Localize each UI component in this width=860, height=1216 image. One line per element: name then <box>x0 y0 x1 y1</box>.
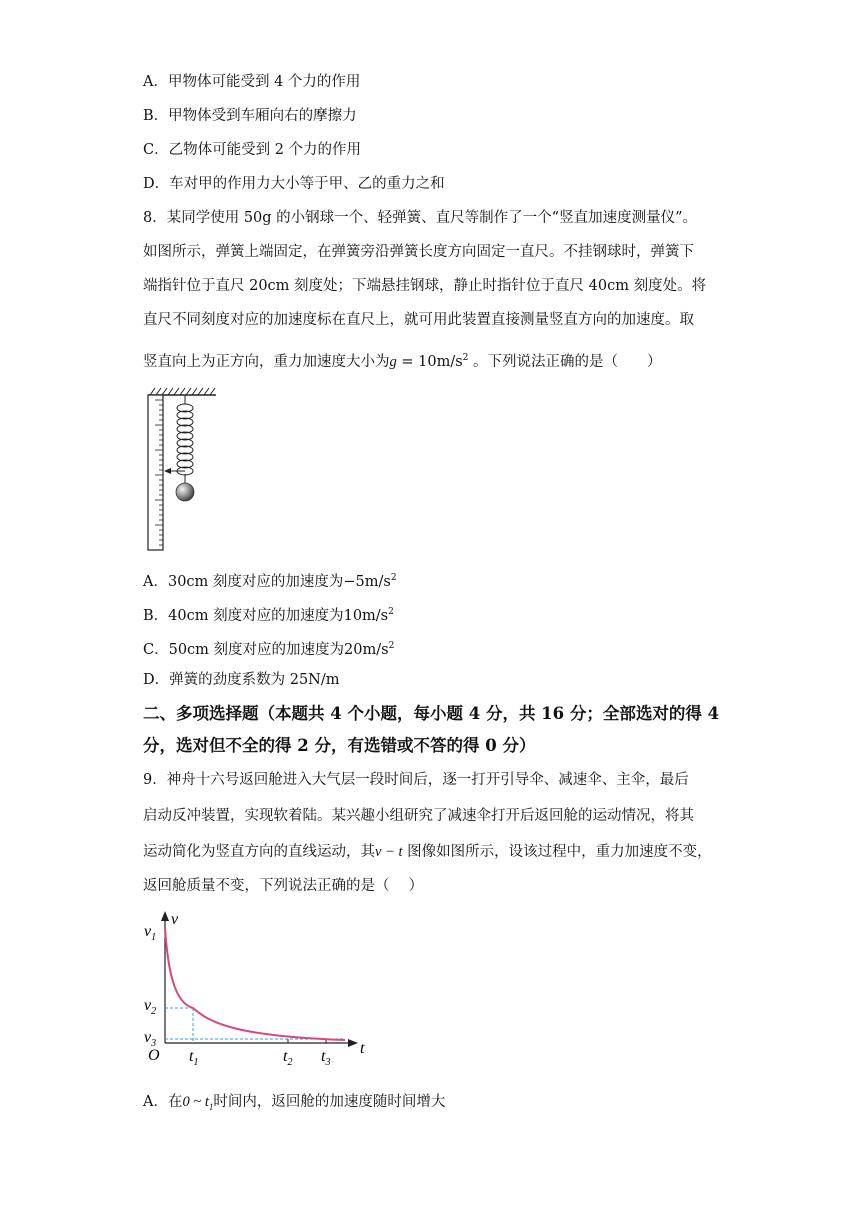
q8-option-c-exp: 2 <box>388 641 395 651</box>
v-axis-arrow <box>161 911 169 921</box>
v2-label: $v_2$ <box>144 997 157 1017</box>
q8-stem-line-2: 如图所示，弹簧上端固定，在弹簧旁沿弹簧长度方向固定一直尺。不挂钢球时，弹簧下 <box>143 244 694 260</box>
q9-option-a-post: 时间内，返回舱的加速度随时间增大 <box>213 1094 446 1110</box>
q9-option-a-range: 0 ~ t <box>182 1094 209 1110</box>
q8-option-c-text: C．50cm 刻度对应的加速度为 <box>143 641 345 658</box>
spring-ruler-figure <box>146 384 221 554</box>
q8-stem-line-3: 端指针位于直尺 20cm 刻度处；下端悬挂钢球，静止时指针位于直尺 40cm 刻度处。将 <box>143 278 707 294</box>
t3-label: $t_3$ <box>321 1048 331 1068</box>
q9-option-a <box>143 1092 445 1117</box>
t1-label: $t_1$ <box>189 1048 199 1068</box>
q8-option-d: D．弹簧的劲度系数为 25N/m <box>143 672 340 688</box>
q8-option-a-text: A．30cm 刻度对应的加速度为 <box>143 573 344 590</box>
q8-stem-line-5 <box>143 348 662 372</box>
vt-graph <box>140 908 370 1074</box>
v3-label: $v_3$ <box>144 1029 157 1049</box>
q7-option-d: D．车对甲的作用力大小等于甲、乙的重力之和 <box>143 176 445 192</box>
q9-line3-post: 图像如图所示，设该过程中，重力加速度不变， <box>402 844 712 860</box>
q7-option-a: A．甲物体可能受到 4 个力的作用 <box>143 74 361 90</box>
section-2-heading-line-1: 二、多项选择题（本题共 4 个小题，每小题 4 分，共 16 分；全部选对的得 4 <box>143 704 720 723</box>
t-axis-label: t <box>360 1040 365 1057</box>
q8-line5-pre: 竖直向上为正方向，重力加速度大小为 <box>143 353 390 370</box>
q8-line5-post: 。下列说法正确的是（ ） <box>468 353 662 370</box>
q9-vt-symbol: v − t <box>375 844 403 860</box>
q8-g-value: = 10m/s <box>396 353 463 370</box>
q7-option-b: B．甲物体受到车厢向右的摩擦力 <box>143 108 357 124</box>
q8-stem-line-1: 8．某同学使用 50g 的小钢球一个、轻弹簧、直尺等制作了一个“竖直加速度测量仪”。 <box>143 210 697 226</box>
q8-option-b-text: B．40cm 刻度对应的加速度为 <box>143 607 344 624</box>
q9-option-a-pre: A．在 <box>143 1094 183 1110</box>
q8-option-a-value: −5m/s <box>343 573 391 590</box>
t2-label: $t_2$ <box>283 1048 293 1068</box>
t-axis-arrow <box>348 1039 358 1047</box>
q9-line3-pre: 运动简化为竖直方向的直线运动，其 <box>143 844 375 860</box>
q8-option-a <box>143 568 397 592</box>
q9-stem-line-2: 启动反冲装置，实现软着陆。某兴趣小组研究了减速伞打开后返回舱的运动情况，将其 <box>143 808 694 824</box>
q8-stem-line-4: 直尺不同刻度对应的加速度标在直尺上，就可用此装置直接测量竖直方向的加速度。取 <box>143 312 694 328</box>
v1-label: $v_1$ <box>144 923 157 943</box>
q8-g-symbol: g <box>389 353 397 370</box>
q7-option-c: C．乙物体可能受到 2 个力的作用 <box>143 142 362 158</box>
q9-stem-line-3 <box>143 842 712 862</box>
section-2-heading-line-2: 分，选对但不全的得 2 分，有选错或不答的得 0 分） <box>143 736 536 755</box>
q9-stem-line-1: 9．神舟十六号返回舱进入大气层一段时间后，逐一打开引导伞、减速伞、主伞，最后 <box>143 772 689 788</box>
v-axis-label: v <box>171 911 179 928</box>
q9-stem-line-4: 返回舱质量不变，下列说法正确的是（ ） <box>143 878 424 894</box>
q8-option-b-exp: 2 <box>388 607 394 617</box>
origin-label: O <box>148 1047 160 1064</box>
q8-option-b-value: 10m/s <box>343 607 389 624</box>
q8-option-a-exp: 2 <box>390 573 397 583</box>
q8-option-b <box>143 602 394 626</box>
q8-option-c-value: 20m/s <box>344 641 389 658</box>
q8-option-c <box>143 636 394 660</box>
velocity-curve <box>165 928 345 1040</box>
q9-option-a-sub: 1 <box>208 1101 214 1112</box>
q8-g-exponent: 2 <box>462 353 469 363</box>
